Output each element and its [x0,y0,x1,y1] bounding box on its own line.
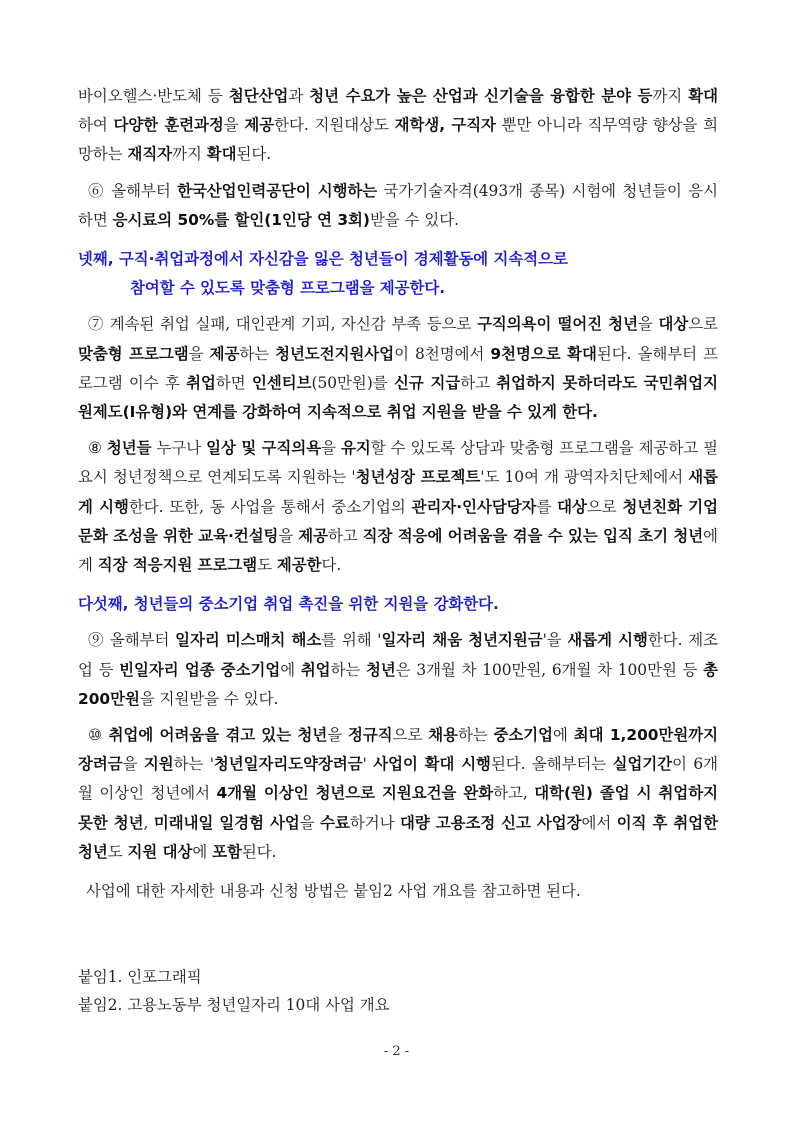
text-run: 에 [553,726,574,745]
item-8-youth-growth-project [78,434,718,580]
emphasis-text: 직장 적응에 어려움을 겪을 수 있는 입직 초기 청년 [362,526,704,545]
emphasis-text: 지원 [143,755,174,774]
text-run: 에 [192,842,213,861]
text-run: 도 [107,842,128,861]
item-9-job-fill-subsidy [78,626,718,714]
text-run: 를 [536,497,558,516]
emphasis-text: 첨단산업 [228,87,289,105]
text-run: 까지 [652,87,689,105]
emphasis-text: 구직의욕이 떨어진 청년 [477,315,638,334]
text-run: 하고 [460,373,497,392]
text-run: 를 위해 ' [321,631,382,650]
text-run: 하고 [327,526,363,545]
item-10-job-leap-subsidy [78,721,718,867]
text-run: 에게 [78,526,718,575]
text-run: 을 [122,755,144,774]
emphasis-text: 한국산업인력공단이 시행하는 [177,181,378,200]
text-run: '도 10여 개 광역자치단체에서 [480,468,689,487]
text-run: 다. [321,556,342,575]
text-run: 하거나 [349,813,400,832]
text-run: 받을 수 있다. [369,210,459,229]
text-run: 에 [280,660,301,679]
emphasis-text: 일자리 미스매치 해소 [175,631,322,650]
item-7-youth-challenge-program [78,310,718,427]
emphasis-text: 일상 및 구직의욕 [206,439,322,458]
emphasis-text: 대학(원) 졸업 시 취업하지 못한 청년 [78,784,718,832]
text-run: 누구나 [151,439,207,458]
emphasis-text: 청년성장 프로젝트 [355,468,481,487]
text-run: 하면 [215,373,252,392]
text-run: 도 [257,556,277,575]
emphasis-text: 맞춤형 프로그램 [78,344,189,363]
emphasis-text: 9천명으로 확대 [490,344,597,363]
emphasis-text: 제공 [244,116,275,135]
text-run: (50만원)를 [311,373,394,392]
emphasis-text: 총 200만원 [78,660,718,708]
text-run: '을 [542,631,568,650]
closing-note: 사업에 대한 자세한 내용과 신청 방법은 붙임2 사업 개요를 참고하면 된다. [86,882,581,901]
emphasis-text: 실업기간 [612,755,673,774]
emphasis-text: 재직자 [127,145,173,164]
emphasis-text: 빈일자리 업종 중소기업 [119,660,281,679]
text-run: 하는 [330,660,367,679]
emphasis-text: 정규직 [347,726,393,745]
text-run: 하고, [493,784,535,803]
emphasis-text: 청년친화 기업문화 조성을 위한 교육·컨설팅 [78,497,718,545]
text-run: 하는 ' [173,755,214,774]
section-4-heading [78,245,718,303]
emphasis-text: 청년도전지원사업 [275,344,395,363]
document-body [78,82,718,906]
emphasis-text: 응시료의 50%를 할인(1인당 연 3회) [112,210,370,229]
text-run: 으로 [586,497,623,516]
emphasis-text: 청년들 [106,439,152,458]
emphasis-text: 확대 [688,87,718,105]
text-run: 을 [299,813,321,832]
text-run: 을 [637,315,659,334]
emphasis-text: 청년일자리도약장려금 [213,755,363,774]
item-6-exam-fee-discount [78,177,718,235]
emphasis-text: 채용 [428,726,458,745]
text-run: 을 지원받을 수 있다. [139,689,279,708]
emphasis-text: 청년 [366,660,396,679]
attachment-2: 붙임2. 고용노동부 청년일자리 10대 사업 개요 [78,996,390,1014]
text-run: 은 3개월 차 100만원, 6개월 차 100만원 등 [395,660,704,679]
text-run: 된다. 올해부터는 [490,755,613,774]
text-run: 에서 [581,813,617,832]
page-number: - 2 - [383,1044,410,1059]
attachments-list [78,963,389,1019]
emphasis-text: 대량 고용조정 신고 사업장 [399,813,582,832]
section-4-heading-line2: 참여할 수 있도록 맞춤형 프로그램을 제공한다. [130,279,446,298]
text-run: 한다. 지원대상도 [274,116,395,135]
emphasis-text: 제공 [298,526,328,545]
emphasis-text: 다양한 훈련과정 [113,116,224,135]
text-run: ⑦ 계속된 취업 실패, 대인관계 기피, 자신감 부족 등으로 [88,315,478,334]
paragraph-continuation [78,82,718,170]
section-4-heading-line1: 넷째, 구직·취업과정에서 자신감을 잃은 청년들이 경제활동에 지속적으로 [78,250,568,269]
text-run: ⑨ 올해부터 [88,631,176,650]
text-run: 된다. [241,842,277,861]
emphasis-text: 이직 후 취업한 청년 [78,813,718,861]
emphasis-text: 취업하지 못하더라도 국민취업지원제도(Ⅰ유형)와 연계를 강화하여 지속적으로 취업 지원을 받을 수 있게 한다. [78,373,719,422]
text-run: 할 수 있도록 상담과 맞춤형 프로그램을 제공하고 필요시 청년정책으로 연계되도록 지원하는 ' [78,439,718,487]
emphasis-text: 새롭게 시행 [78,468,718,516]
emphasis-text: 제공한 [276,556,322,575]
text-run: ⑩ [88,726,109,745]
text-run: ⑧ [88,439,107,458]
text-run: 이 6개월 이상인 청년에서 [78,755,718,803]
emphasis-text: 유지 [341,439,371,458]
text-run: 바이오헬스·반도체 등 [78,87,229,105]
text-run: 을 [327,726,348,745]
emphasis-text: 취업 [300,660,331,679]
text-run: 뿐만 아니라 직무역량 향상을 희망하는 [78,116,718,164]
emphasis-text: 취업 [186,373,216,392]
emphasis-text: 청년 수요가 높은 산업과 신기술을 융합한 분야 등 [309,87,653,105]
emphasis-text: 관리자·인사담당자 [411,497,537,516]
text-run: 을 [223,116,245,135]
emphasis-text: 재학생, 구직자 [394,116,496,135]
emphasis-text: 제공 [209,344,240,363]
text-run: 이 8천명에서 [394,344,491,363]
emphasis-text: 직장 적응지원 프로그램 [97,556,258,575]
section-5-heading: 다섯째, 청년들의 중소기업 취업 촉진을 위한 지원을 강화한다. [78,595,499,614]
text-run: 으로 [688,315,719,334]
emphasis-text: 인센티브 [251,373,312,392]
text-run: 을 [188,344,210,363]
text-run: 한다. 제조업 등 [78,631,718,679]
text-run: ⑥ 올해부터 [88,181,178,200]
text-run: 하는 [239,344,276,363]
emphasis-text: 최대 1,200만원까지 장려금 [78,726,718,774]
emphasis-text: 취업에 어려움을 겪고 있는 청년 [108,726,328,745]
text-run: , [143,813,154,832]
text-run: 하여 [78,116,114,135]
text-run: 까지 [172,145,207,164]
emphasis-text: 대상 [658,315,689,334]
text-run: 한다. 또한, 동 사업을 통해서 중소기업의 [128,497,412,516]
emphasis-text: 중소기업 [493,726,554,745]
text-run: 된다. 올해부터 프로그램 이수 후 [78,344,718,392]
emphasis-text: 확대 [206,145,237,164]
emphasis-text: 일자리 채움 청년지원금 [381,631,543,650]
text-run: 과 [288,87,310,105]
emphasis-text: 지원 대상 [127,842,193,861]
text-run: ' [362,755,374,774]
text-run: 국가기술자격(493개 종목) 시험에 청년들이 응시하면 [78,181,718,229]
text-run: 을 [321,439,342,458]
emphasis-text: 새롭게 시행 [567,631,648,650]
text-run: 된다. [236,145,272,164]
emphasis-text: 대상 [557,497,587,516]
text-run: 으로 [392,726,429,745]
emphasis-text: 미래내일 일경험 사업 [153,813,300,832]
emphasis-text: 신규 지급 [393,373,461,392]
text-run: 하는 [457,726,494,745]
emphasis-text: 4개월 이상인 청년으로 지원요건을 완화 [216,784,494,803]
emphasis-text: 포함 [212,842,242,861]
emphasis-text: 사업이 확대 시행 [373,755,491,774]
emphasis-text: 수료 [320,813,350,832]
attachment-1: 붙임1. 인포그래픽 [78,968,202,986]
text-run: 을 [278,526,299,545]
